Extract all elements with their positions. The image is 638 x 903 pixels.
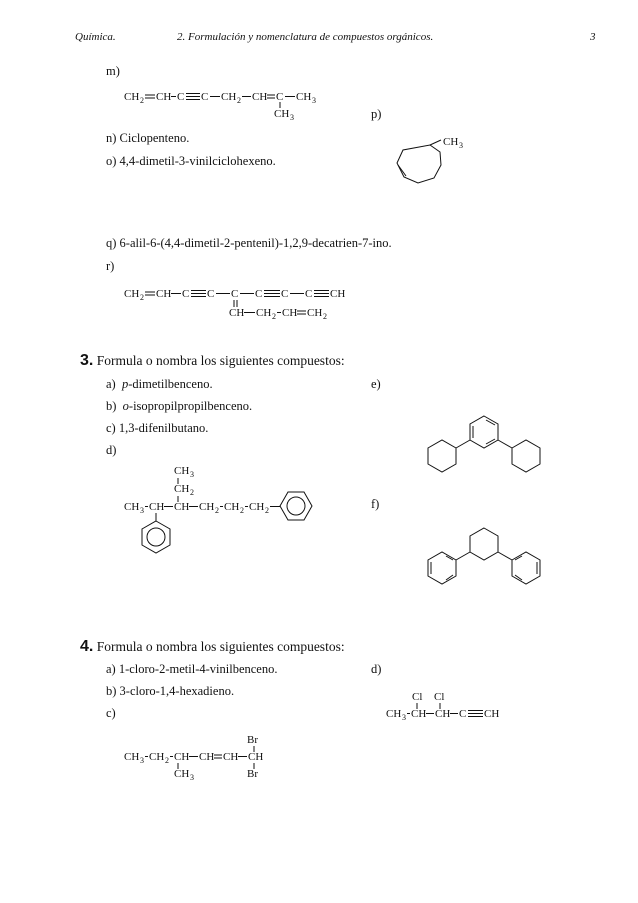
s4c-br-top: Br [247, 734, 258, 746]
s4-item-d-label: d) [371, 662, 382, 676]
s4c-ch-d: CH [248, 751, 264, 763]
s3d-ch3-top-sub: 3 [190, 470, 194, 479]
m-c1: C [177, 91, 185, 103]
m-ch2b: CH [221, 91, 237, 103]
s3-item-c: c) 1,3-difenilbutano. [106, 421, 209, 435]
formula-s3e [428, 416, 540, 472]
s3-a-prefix: p [121, 377, 129, 391]
item-o: o) 4,4-dimetil-3-vinilciclohexeno. [106, 154, 276, 168]
item-r-label: r) [106, 259, 115, 273]
s4d-c: C [459, 708, 467, 720]
s3d-ch3: CH [124, 501, 140, 513]
s3-b-prefix: o [122, 399, 129, 413]
formula-s4d [386, 691, 499, 722]
s4c-ch3-sub: 3 [140, 756, 144, 765]
s4c-ch3: CH [124, 751, 140, 763]
section-3-title: Formula o nombra los siguientes compuestos: [93, 353, 345, 368]
s4-item-c-label: c) [106, 706, 116, 720]
r-ch2: CH [124, 288, 140, 300]
r-ch2-c-sub: 2 [323, 312, 327, 321]
r-c4: C [255, 288, 263, 300]
s4c-ch-c: CH [223, 751, 239, 763]
m-ch: CH [156, 91, 172, 103]
s4d-cl2: Cl [434, 691, 445, 703]
s4c-ch3-bot-sub: 3 [190, 773, 194, 782]
item-n: n) Ciclopenteno. [106, 131, 190, 145]
r-c6: C [305, 288, 313, 300]
s3-b-rest: -isopropilpropilbenceno. [128, 399, 253, 413]
formula-s3f [428, 528, 540, 584]
s3-b-label: b) [106, 399, 117, 413]
r-c3: C [231, 288, 239, 300]
item-m-label: m) [106, 64, 120, 78]
s4-item-b: b) 3-cloro-1,4-hexadieno. [106, 684, 235, 698]
s3d-ch-a: CH [149, 501, 165, 513]
r-ch-c: CH [282, 307, 298, 319]
item-q: q) 6-alil-6-(4,4-dimetil-2-pentenil)-1,2,9-decatrien-7-ino. [106, 236, 392, 250]
s3d-ch2-3-sub: 2 [265, 506, 269, 515]
m-ch2-sub: 2 [140, 96, 144, 105]
formula-s4c [124, 734, 263, 782]
section-4-number: 4. [80, 638, 94, 655]
s4c-br-bot: Br [247, 768, 258, 780]
r-ch2-b: CH [256, 307, 272, 319]
r-c2: C [207, 288, 215, 300]
s3-a-label: a) [106, 377, 116, 391]
formula-r [124, 288, 345, 321]
r-ch2-b-sub: 2 [272, 312, 276, 321]
header-subject: Química. [75, 31, 116, 43]
r-ch-b: CH [229, 307, 245, 319]
page-number: 3 [590, 31, 596, 43]
r-ch2-c: CH [307, 307, 323, 319]
r-ch: CH [156, 288, 172, 300]
s3d-ch3-sub: 3 [140, 506, 144, 515]
s4d-ch-end: CH [484, 708, 500, 720]
s3d-ch2-mid: CH [174, 483, 190, 495]
s4d-ch3-sub: 3 [402, 713, 406, 722]
header-chapter: 2. Formulación y nomenclatura de compuestos orgánicos. [177, 31, 434, 43]
s4c-ch2-sub: 2 [165, 756, 169, 765]
formula-m [124, 91, 316, 122]
r-c5: C [281, 288, 289, 300]
s3d-ch3-top: CH [174, 465, 190, 477]
formula-s3d [124, 465, 312, 553]
s4c-ch-a: CH [174, 751, 190, 763]
m-c2: C [201, 91, 209, 103]
s3-item-e-label: e) [371, 377, 381, 391]
m-ch-b: CH [252, 91, 268, 103]
s3d-ch2-3: CH [249, 501, 265, 513]
m-ch3a-sub: 3 [290, 113, 294, 122]
formula-p [397, 136, 463, 183]
s3d-ch-b: CH [174, 501, 190, 513]
s4d-ch3: CH [386, 708, 402, 720]
m-ch3b-sub: 3 [312, 96, 316, 105]
s4c-ch-b: CH [199, 751, 215, 763]
s3d-ch2-1-sub: 2 [215, 506, 219, 515]
s4-item-a: a) 1-cloro-2-metil-4-vinilbenceno. [106, 662, 278, 676]
section-3-number: 3. [80, 352, 94, 369]
s4d-ch-b: CH [435, 708, 451, 720]
m-ch3a: CH [274, 108, 290, 120]
s4d-ch-a: CH [411, 708, 427, 720]
p-ch3: CH [443, 136, 459, 148]
m-ch2b-sub: 2 [237, 96, 241, 105]
s3-item-f-label: f) [371, 497, 380, 511]
p-ch3-sub: 3 [459, 141, 463, 150]
m-c3: C [276, 91, 284, 103]
s3-a-rest: -dimetilbenceno. [128, 377, 213, 391]
section-4-title: Formula o nombra los siguientes compuestos: [93, 639, 345, 654]
s3d-ch2-2-sub: 2 [240, 506, 244, 515]
s3d-ch2-1: CH [199, 501, 215, 513]
r-ch-end: CH [330, 288, 346, 300]
r-ch2-sub: 2 [140, 293, 144, 302]
s4c-ch2: CH [149, 751, 165, 763]
s4c-ch3-bot: CH [174, 768, 190, 780]
m-ch3b: CH [296, 91, 312, 103]
s3-item-d-label: d) [106, 443, 117, 457]
r-c1: C [182, 288, 190, 300]
s3d-ch2-mid-sub: 2 [190, 488, 194, 497]
item-p-label: p) [371, 107, 382, 121]
s4d-cl1: Cl [412, 691, 423, 703]
s3d-ch2-2: CH [224, 501, 240, 513]
m-ch2: CH [124, 91, 140, 103]
